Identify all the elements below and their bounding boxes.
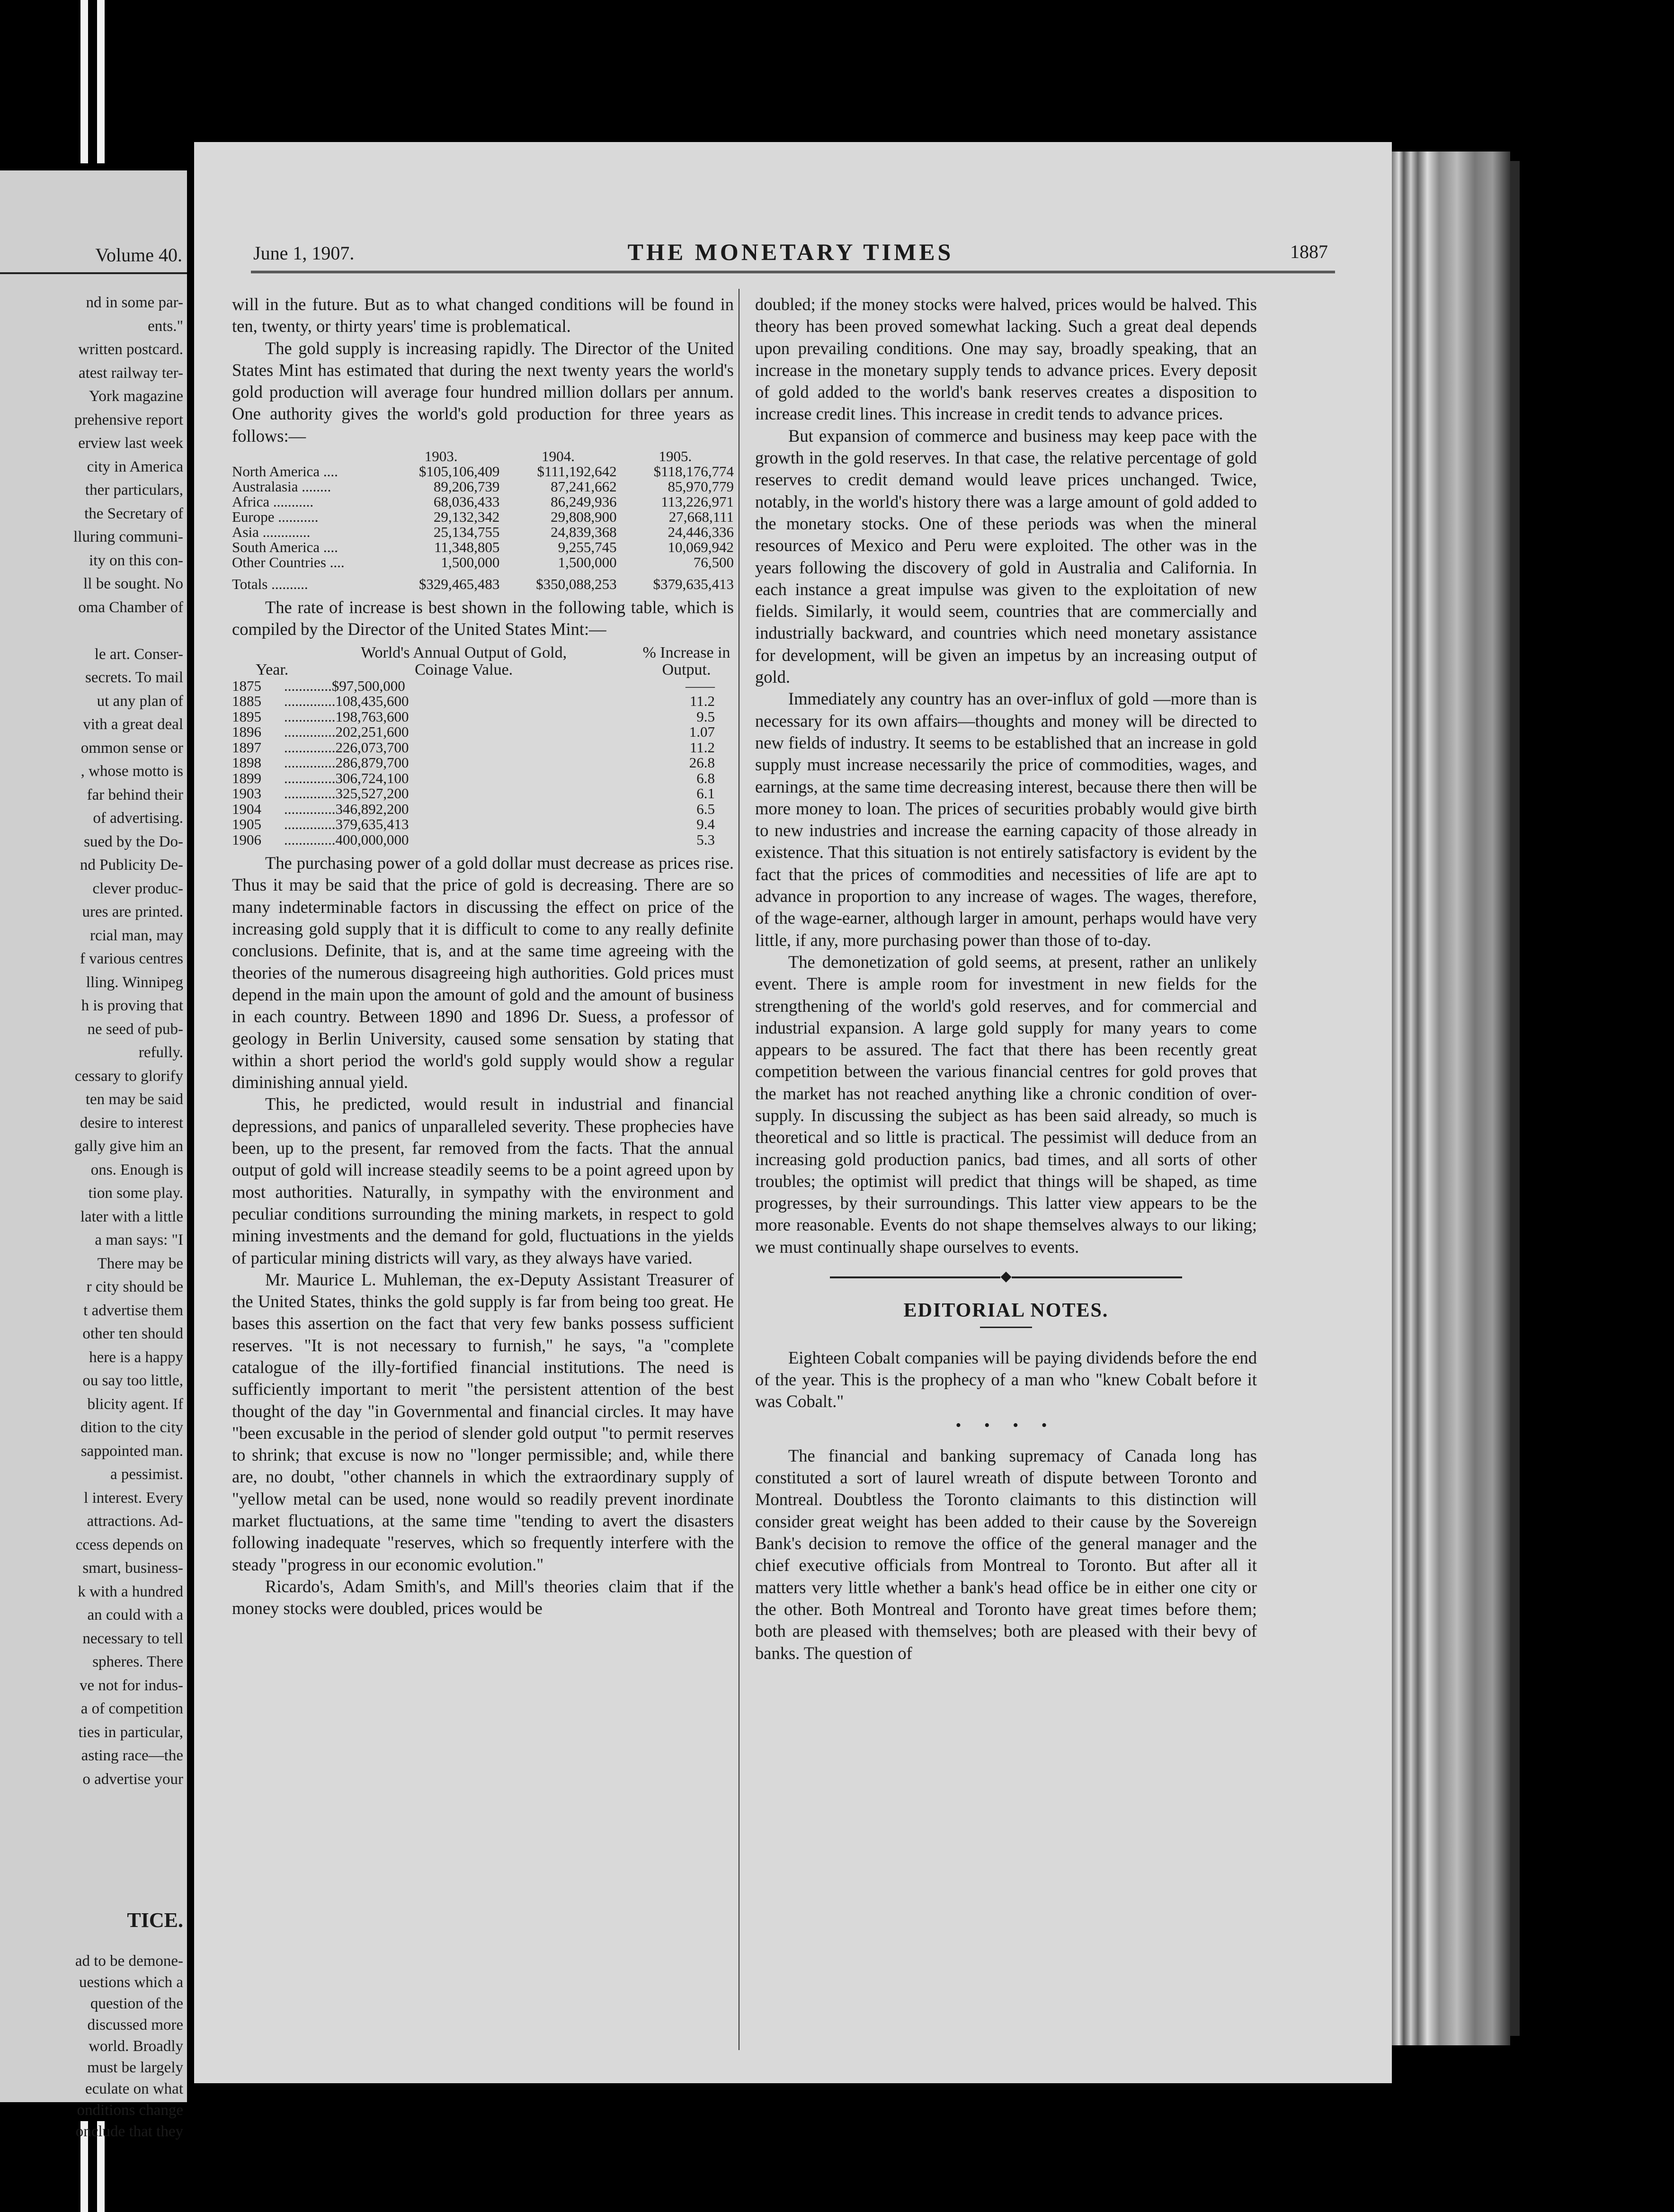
paragraph: will in the future. But as to what changed conditions will be found in ten, twenty, or thirty years' time is problematical.: [232, 294, 734, 336]
cell-value: 24,839,368: [551, 524, 617, 541]
facing-page-line: sappointed man.: [80, 1442, 183, 1460]
facing-page-text-bottom: [75, 1951, 183, 2142]
page-stack-shadow: [1510, 161, 1520, 2036]
paragraph: The financial and banking supremacy of Canada long has constituted a sort of laurel wreath of dispute between Toronto and Montreal. Doubtless the Toronto claimants to this distinction will consider great weight has been added to their cause by the Sovereign Bank's decision to remove the office of the general manager and the chief executive officials from Montreal to Toronto. But after all it matters very little whether a bank's head office be in either one city or the other. Both Montreal and Toronto have great times before them; both are pleased with themselves; both are pleased with their bevy of banks. The question of: [755, 1445, 1257, 1663]
cell-year: 1899: [232, 769, 261, 786]
cell-value: $118,176,774: [653, 463, 734, 480]
paragraph: The gold supply is increasing rapidly. The Director of the United States Mint has estimated that during the next twenty years the world's gold production will average four hundred million dollars per annum. One authority gives the world's gold production for three years as follows:—: [232, 338, 734, 446]
table-row: [232, 755, 734, 771]
table-header-year: 1904.: [542, 448, 575, 465]
cell-pct: 11.2: [689, 739, 715, 756]
cell-value: ..............325,527,200: [284, 785, 409, 802]
cell-year: 1898: [232, 754, 261, 771]
facing-page-line: of advertising.: [93, 810, 183, 827]
facing-page-line: l interest. Every: [84, 1489, 183, 1507]
cell-year: 1904: [232, 800, 261, 817]
facing-page-line: ll be sought. No: [83, 575, 183, 592]
cell-value: ..............108,435,600: [284, 693, 409, 710]
paragraph: But expansion of commerce and business may keep pace with the growth in the gold reserves. In that case, the relative percentage of gold reserves to credit demand would leave prices unchanged. Twice, notably, in the world's history there was a large amount of gold added to the monetary stocks. One of these periods was when the mineral resources of Mexico and Peru were exploited. The other was in the years following the discovery of gold in Australia and California. In each instance a great impulse was given to the exploitation of new fields. Similarly, it would seem, countries that are commercially and industrially backward, and countries which need monetary assistance for development, will be given an impetus by an increasing output of gold.: [755, 426, 1257, 687]
film-sprocket-top-1: [80, 0, 88, 163]
cell-value: ..............202,251,600: [284, 723, 409, 740]
cell-value: 29,132,342: [433, 508, 500, 526]
facing-page-line: ve not for indus-: [79, 1677, 183, 1694]
facing-page-line: nd in some par-: [86, 294, 183, 311]
facing-page-header: Volume 40.: [95, 244, 182, 266]
facing-page-line: erview last week: [78, 435, 183, 452]
cell-country: North America ....: [232, 463, 338, 480]
paragraph: The purchasing power of a gold dollar must decrease as prices rise. Thus it may be said that the price of gold is decreasing. There are so many indeterminable factors in discussing the effect on price of the increasing gold supply that it is difficult to come to any really definite conclusions. Definite, that is, and at the same time agreeing with the theories of the numerous disagreeing high authorities. Gold prices must depend in the main upon the amount of gold and the amount of business in each country. Between 1890 and 1896 Dr. Suess, a professor of geology in Berlin University, caused some sensation by stating that within a short period the world's gold supply would show a regular diminishing annual yield.: [232, 853, 734, 1092]
page-stack-edge: [1392, 152, 1510, 2045]
facing-page-line: refully.: [138, 1044, 183, 1061]
cell-year: 1905: [232, 816, 261, 833]
heading-rule: [980, 1327, 1032, 1328]
facing-page-line: attractions. Ad-: [87, 1513, 183, 1530]
cell-pct: 9.5: [696, 708, 715, 725]
facing-page-line: tion some play.: [88, 1185, 183, 1202]
cell-value: ..............226,073,700: [284, 739, 409, 756]
section-ornament: ◆: [755, 1266, 1257, 1287]
table-total-row: [232, 570, 734, 592]
cell-value: 1,500,000: [558, 554, 617, 571]
facing-page-line: necessary to tell: [82, 1630, 183, 1647]
cell-value: .............$97,500,000: [284, 677, 405, 694]
facing-page-line: later with a little: [80, 1208, 183, 1225]
facing-page-line: ther particulars,: [85, 482, 183, 499]
facing-page-line: ties in particular,: [78, 1723, 183, 1741]
facing-page-text-top: [73, 291, 183, 1791]
facing-page-line: a pessimist.: [110, 1466, 183, 1483]
cell-value: 89,206,739: [433, 478, 500, 495]
facing-page-line: ou say too little,: [82, 1372, 183, 1389]
cell-value: 11,348,805: [434, 539, 500, 556]
facing-page-line: k with a hundred: [78, 1583, 183, 1600]
cell-country: Australasia ........: [232, 478, 331, 495]
cell-total: $350,088,253: [536, 576, 617, 593]
table-row: [232, 724, 734, 740]
facing-page-line: [73, 619, 183, 643]
paragraph: Immediately any country has an over-influx of gold —more than is necessary for its own affairs—thoughts and money will be directed to new fields of industry. It seems to be established that an increase in gold supply must increase necessarily the price of commodities, wages, and earnings, at the same time decreasing interest, because there then will be more money to loan. The prices of securities probably would give birth to new industries and increase the earning capacity of those already in existence. That this situation is not entirely satisfactory is evident by the fact that the prices of commodities and necessities of life are apt to advance in proportion to any increase of wages. The wages, therefore, of the wage-earner, although larger in amount, perhaps would have very little, if any, more purchasing power than those of to-day.: [755, 689, 1257, 950]
cell-value: 1,500,000: [441, 554, 500, 571]
facing-page-line: ents.": [148, 317, 183, 335]
facing-page-line: clever produc-: [92, 880, 183, 897]
facing-page-line: world. Broadly: [89, 2038, 183, 2055]
facing-page-line: other ten should: [82, 1325, 183, 1342]
cell-pct: 11.2: [689, 693, 715, 710]
table-row: [232, 694, 734, 709]
facing-page-line: nd Publicity De-: [80, 856, 183, 874]
publication-title: THE MONETARY TIMES: [627, 239, 954, 265]
cell-pct: 6.5: [696, 800, 715, 817]
facing-page-line: ad to be demone-: [75, 1953, 183, 1970]
facing-page-line: must be largely: [87, 2059, 183, 2076]
facing-page-line: h is proving that: [81, 997, 183, 1014]
facing-page-line: ommon sense or: [80, 739, 183, 757]
cell-total: $379,635,413: [653, 576, 734, 593]
table-row: [232, 509, 734, 525]
cell-value: 24,446,336: [668, 524, 734, 541]
paragraph: Mr. Maurice L. Muhleman, the ex-Deputy Assistant Treasurer of the United States, thinks the gold supply is far from being too great. He bases this assertion on the fact that very few banks possess sufficient reserves. "It is not necessary to furnish," he says, "a "complete catalogue of the illy-fortified financial institutions. The need is sufficiently important to merit "the persistent attention of the best thought of the day "in Governmental and financial circles. It may have "been excusable in the period of slender gold output "to permit reserves to shrink; that excuse is now no "longer permissible; and, while there are, no doubt, "other channels in which the extraordinary supply of "yellow metal can be used, none would so readily prevent inordinate market fluctuations, at the same time "tending to avert the disasters following inadequate "reserves, which so frequently interfere with the steady "progress in our economic evolution.": [232, 1269, 734, 1574]
facing-page-line: r city should be: [86, 1278, 183, 1295]
cell-value: 27,668,111: [668, 508, 734, 526]
facing-page-line: gally give him an: [74, 1138, 183, 1155]
newspaper-page: [194, 142, 1392, 2083]
output-table-header: [232, 644, 734, 678]
cell-country: Africa ...........: [232, 493, 314, 510]
facing-page-line: an could with a: [87, 1606, 183, 1623]
cell-value: ..............286,879,700: [284, 754, 409, 771]
cell-value: 86,249,936: [551, 493, 617, 510]
cell-year: 1896: [232, 723, 261, 740]
facing-page-line: sued by the Do-: [84, 833, 183, 850]
column-left: [232, 294, 734, 1620]
table-row: [232, 832, 734, 848]
cell-value: 68,036,433: [433, 493, 500, 510]
cell-year: 1875: [232, 677, 261, 694]
facing-page-line: vith a great deal: [83, 716, 183, 733]
facing-page-notice-heading: TICE.: [127, 1909, 183, 1932]
paragraph: doubled; if the money stocks were halved, prices would be halved. This theory has been proved somewhat lacking. Such a great deal depends upon prevailing conditions. One may say, broadly speaking, that an increase in the monetary supply tends to advance prices. Every deposit of gold added to the world's bank reserves creates a disposition to increase credit lines. This increase in credit tends to advance prices.: [755, 294, 1257, 424]
cell-value: 87,241,662: [551, 478, 617, 495]
facing-page-line: le art. Conser-: [94, 645, 183, 663]
facing-page-line: discussed more: [87, 2016, 183, 2034]
facing-page-line: asting race—the: [81, 1747, 183, 1764]
cell-total: $329,465,483: [418, 576, 500, 593]
cell-year: 1895: [232, 708, 261, 725]
column-right: [755, 294, 1257, 1664]
cell-value: $105,106,409: [418, 463, 500, 480]
header-increase: % Increase in Output.: [642, 643, 730, 678]
table-row: [232, 494, 734, 509]
facing-page-line: spheres. There: [92, 1653, 183, 1670]
facing-page-line: ut any plan of: [97, 692, 183, 710]
facing-page-line: ures are printed.: [82, 903, 183, 920]
cell-value: ..............379,635,413: [284, 816, 409, 833]
facing-page-line: onclude that they: [75, 2123, 183, 2140]
cell-country: Europe ...........: [232, 508, 319, 526]
cell-value: ..............198,763,600: [284, 708, 409, 725]
table-row: [232, 802, 734, 817]
cell-pct: 6.1: [696, 785, 715, 802]
cell-year: 1903: [232, 785, 261, 802]
issue-date: June 1, 1907.: [253, 242, 355, 264]
cell-value: 85,970,779: [668, 478, 734, 495]
facing-page-line: f various centres: [80, 950, 183, 967]
header-output: World's Annual Output of Gold, Coinage Value.: [361, 643, 567, 678]
cell-pct: 1.07: [689, 723, 715, 740]
facing-page-line: ne seed of pub-: [87, 1020, 183, 1038]
table-row: [232, 479, 734, 494]
facing-page-line: lling. Winnipeg: [86, 973, 183, 991]
facing-page-line: ten may be said: [85, 1091, 183, 1108]
paragraph: This, he predicted, would result in industrial and financial depressions, and panics of unparalleled severity. These prophecies have been, up to the present, far removed from the facts. That the annual output of gold will increase steadily seems to be a point agreed upon by most authorities. Naturally, in sympathy with the environment and peculiar conditions surrounding the mining markets, in respect to gold mining investments and the demand for gold, fluctuations in the yields of particular mining districts will vary, as they always have varied.: [232, 1094, 734, 1267]
facing-page-line: o advertise your: [82, 1770, 183, 1788]
facing-page-line: far behind their: [87, 786, 183, 803]
table-row: [232, 817, 734, 832]
facing-page-line: onditions change: [77, 2102, 183, 2119]
cell-country: Other Countries ....: [232, 554, 345, 571]
table-header-year: 1905.: [659, 448, 692, 465]
gold-output-table: [232, 678, 734, 848]
section-heading: EDITORIAL NOTES.: [903, 1300, 1109, 1322]
cell-value: 76,500: [693, 554, 734, 571]
paragraph: Eighteen Cobalt companies will be paying dividends before the end of the year. This is the prophecy of a man who "knew Cobalt before it was Cobalt.": [755, 1347, 1257, 1411]
facing-page-line: lluring communi-: [73, 528, 183, 545]
facing-page-line: oma Chamber of: [78, 598, 183, 616]
facing-page-line: a man says: "I: [95, 1231, 183, 1249]
facing-page-line: uestions which a: [79, 1974, 183, 1991]
cell-value: ..............346,892,200: [284, 800, 409, 817]
cell-pct: 5.3: [696, 831, 715, 848]
separator-dots: • • • •: [955, 1416, 1057, 1434]
facing-page-line: here is a happy: [89, 1348, 183, 1366]
facing-page-line: rcial man, may: [89, 927, 183, 944]
facing-page-line: eculate on what: [85, 2080, 183, 2097]
cell-value: 113,226,971: [661, 493, 734, 510]
cell-pct: 26.8: [689, 754, 715, 771]
cell-pct: 9.4: [696, 816, 715, 833]
facing-page-line: York magazine: [89, 388, 183, 405]
cell-value: ..............306,724,100: [284, 769, 409, 786]
cell-year: 1906: [232, 831, 261, 848]
facing-page-line: , whose motto is: [80, 763, 183, 780]
table-row: [232, 540, 734, 555]
table-row: [232, 464, 734, 479]
facing-page-line: t advertise them: [83, 1302, 183, 1319]
facing-page-line: There may be: [97, 1255, 183, 1272]
table-row: [232, 786, 734, 802]
paragraph: The demonetization of gold seems, at present, rather an unlikely event. There is ample room for investment in new fields for the strengthening of the world's gold reserves, and for commercial and industrial expansion. A large gold supply for many years to come appears to be assured. The fact that there has been recently great competition between the various financial centres for gold proves that the market has not reached anything like a chronic condition of over-supply. In discussing the subject as has been said already, so much is theoretical and so little is practical. The pessimist will deduce from an increasing gold production panics, bad times, and all sorts of other troubles; the optimist will predict that things will be shaped, as time progresses, by their surroundings. This latter view appears to be the more reasonable. Events do not shape themselves always to our liking; we must continually shape ourselves to events.: [755, 952, 1257, 1257]
facing-page-line: prehensive report: [74, 411, 183, 428]
cell-value: $111,192,642: [537, 463, 617, 480]
gold-production-table: [232, 449, 734, 592]
paragraph: The rate of increase is best shown in the following table, which is compiled by the Director of the United States Mint:—: [232, 598, 734, 639]
facing-page-line: question of the: [90, 1995, 183, 2012]
table-row: [232, 709, 734, 725]
cell-country: Asia .............: [232, 524, 311, 541]
facing-page-line: dition to the city: [80, 1419, 183, 1436]
facing-page-line: city in America: [87, 458, 183, 475]
cell-pct: ——: [686, 677, 715, 694]
running-head: [253, 238, 1328, 267]
table-row: [232, 555, 734, 570]
header-rule: [251, 271, 1335, 276]
cell-year: 1897: [232, 739, 261, 756]
facing-page-line: ons. Enough is: [90, 1161, 183, 1178]
table-row: [232, 740, 734, 756]
cell-value: 29,808,900: [551, 508, 617, 526]
cell-pct: 6.8: [696, 769, 715, 786]
header-year: Year.: [256, 660, 289, 678]
cell-year: 1885: [232, 693, 261, 710]
facing-page-line: ity on this con-: [89, 552, 183, 569]
page-number: 1887: [1290, 241, 1328, 262]
facing-page-line: cessary to glorify: [74, 1067, 183, 1085]
facing-page-line: secrets. To mail: [85, 669, 183, 686]
facing-page: [0, 170, 187, 2140]
cell-value: 9,255,745: [558, 539, 617, 556]
cell-value: ..............400,000,000: [284, 831, 409, 848]
table-header-blank: [232, 449, 383, 464]
facing-page-line: desire to interest: [80, 1114, 183, 1132]
facing-page-line: smart, business-: [82, 1560, 183, 1577]
paragraph: Ricardo's, Adam Smith's, and Mill's theories claim that if the money stocks were doubled, prices would be: [232, 1576, 734, 1618]
facing-page-line: blicity agent. If: [87, 1395, 183, 1413]
table-header-year: 1903.: [424, 448, 458, 465]
cell-country: South America ....: [232, 539, 338, 556]
facing-page-line: a of competition: [80, 1700, 183, 1717]
facing-page-line: atest railway ter-: [78, 364, 183, 382]
film-sprocket-top-2: [97, 0, 105, 163]
facing-page-line: the Secretary of: [84, 505, 183, 522]
cell-value: 25,134,755: [433, 524, 500, 541]
facing-page-line: ccess depends on: [75, 1536, 183, 1553]
facing-page-rule: [0, 272, 187, 274]
facing-page-line: written postcard.: [78, 341, 183, 358]
table-row: [232, 525, 734, 540]
table-row: [232, 771, 734, 786]
cell-value: 10,069,942: [668, 539, 734, 556]
cell-total-label: Totals ..........: [232, 576, 308, 593]
table-row: [232, 678, 734, 694]
